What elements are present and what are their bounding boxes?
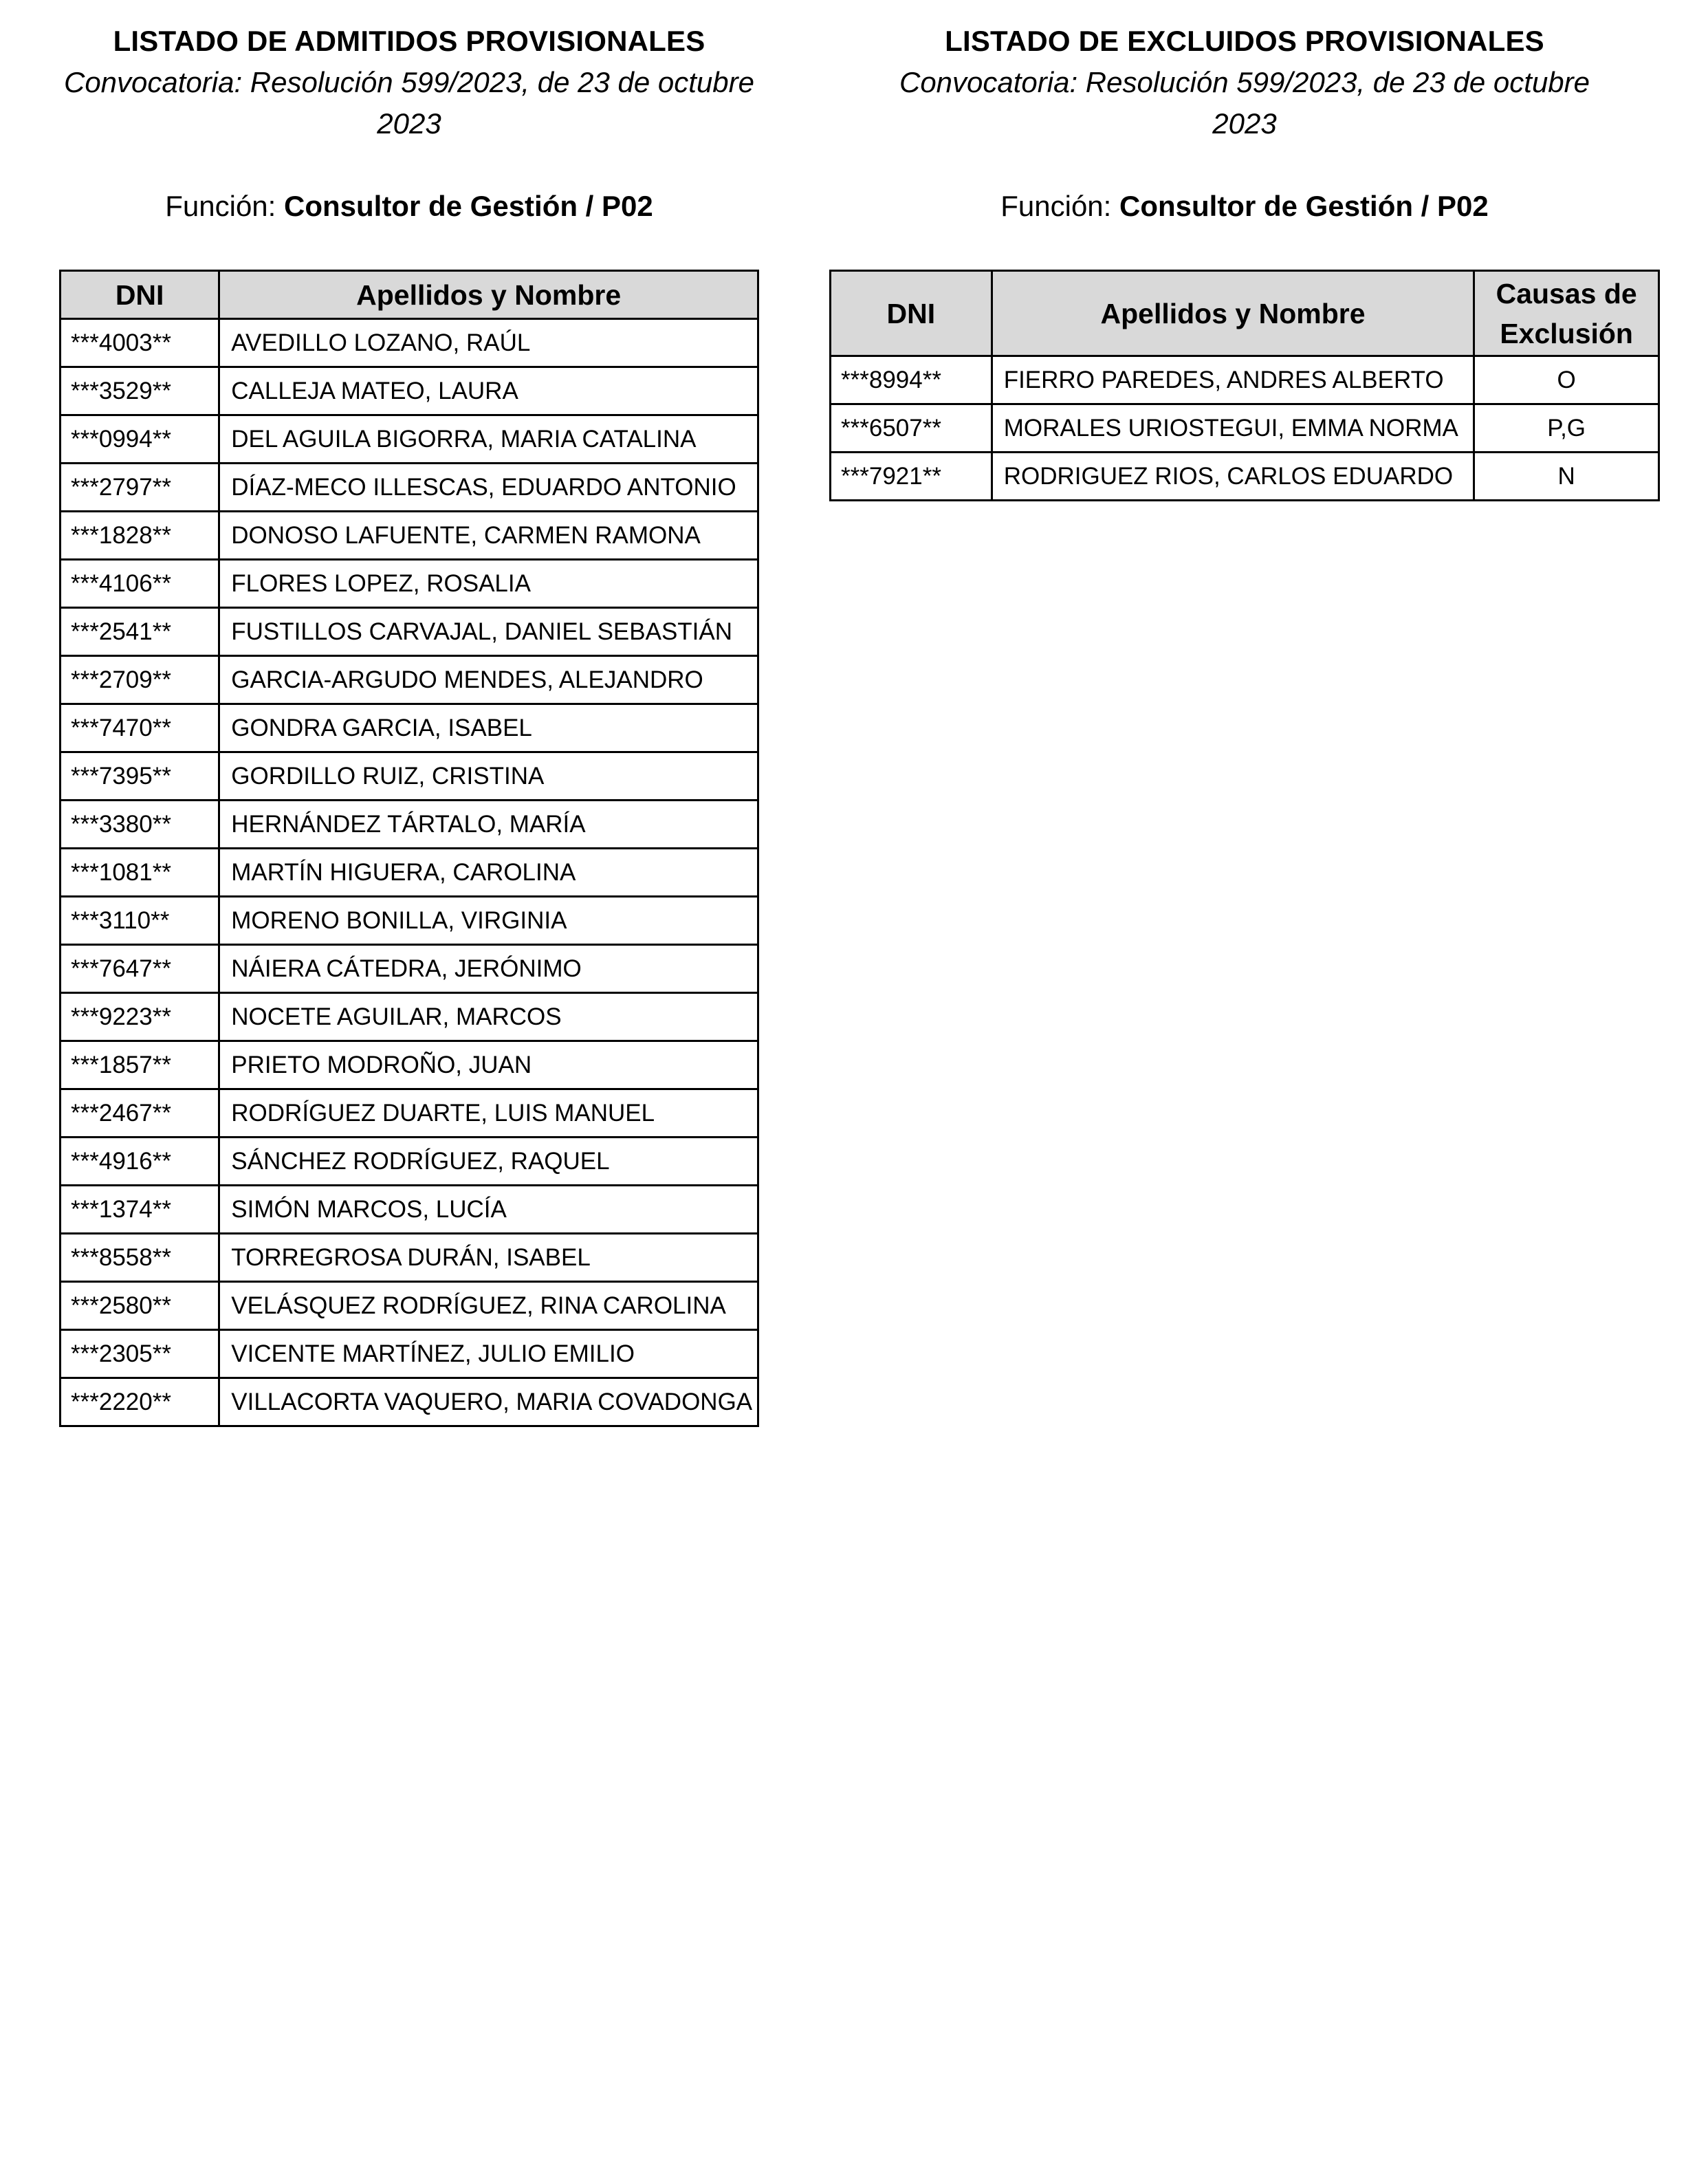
name-cell: HERNÁNDEZ TÁRTALO, MARÍA xyxy=(219,801,758,849)
admitidos-title: LISTADO DE ADMITIDOS PROVISIONALES xyxy=(113,25,705,57)
name-cell: NÁIERA CÁTEDRA, JERÓNIMO xyxy=(219,945,758,993)
table-row xyxy=(61,1234,758,1282)
name-cell: TORREGROSA DURÁN, ISABEL xyxy=(219,1234,758,1282)
admitidos-funcion xyxy=(32,186,787,227)
table-row xyxy=(831,453,1659,501)
name-cell: DONOSO LAFUENTE, CARMEN RAMONA xyxy=(219,512,758,560)
dni-cell: ***3110** xyxy=(61,897,219,945)
name-cell: RODRÍGUEZ DUARTE, LUIS MANUEL xyxy=(219,1089,758,1138)
admitidos-convocatoria-line1: Convocatoria: Resolución 599/2023, de 23 de octubre xyxy=(63,66,755,98)
table-row xyxy=(61,1138,758,1186)
name-cell: GONDRA GARCIA, ISABEL xyxy=(219,704,758,752)
excluidos-header-causa-line1: Causas de xyxy=(1496,277,1637,309)
dni-cell: ***3380** xyxy=(61,801,219,849)
dni-cell: ***2541** xyxy=(61,608,219,656)
name-cell: AVEDILLO LOZANO, RAÚL xyxy=(219,319,758,367)
table-row xyxy=(61,1282,758,1330)
excluidos-title: LISTADO DE EXCLUIDOS PROVISIONALES xyxy=(945,25,1544,57)
table-row xyxy=(61,704,758,752)
table-row xyxy=(61,801,758,849)
dni-cell: ***1081** xyxy=(61,849,219,897)
dni-cell: ***7647** xyxy=(61,945,219,993)
causa-cell: O xyxy=(1474,356,1659,404)
name-cell: DEL AGUILA BIGORRA, MARIA CATALINA xyxy=(219,415,758,464)
admitidos-header-row xyxy=(61,271,758,319)
dni-cell: ***4916** xyxy=(61,1138,219,1186)
dni-cell: ***1857** xyxy=(61,1041,219,1089)
dni-cell: ***1374** xyxy=(61,1186,219,1234)
dni-cell: ***2467** xyxy=(61,1089,219,1138)
dni-cell: ***3529** xyxy=(61,367,219,415)
excluidos-heading xyxy=(802,21,1687,227)
dni-cell: ***7921** xyxy=(831,453,992,501)
name-cell: RODRIGUEZ RIOS, CARLOS EDUARDO xyxy=(992,453,1474,501)
table-row xyxy=(61,752,758,801)
table-row xyxy=(61,608,758,656)
name-cell: NOCETE AGUILAR, MARCOS xyxy=(219,993,758,1041)
table-row xyxy=(61,1186,758,1234)
table-row xyxy=(61,512,758,560)
table-row xyxy=(61,945,758,993)
name-cell: FLORES LOPEZ, ROSALIA xyxy=(219,560,758,608)
name-cell: VILLACORTA VAQUERO, MARIA COVADONGA xyxy=(219,1378,758,1426)
table-row xyxy=(831,356,1659,404)
dni-cell: ***2305** xyxy=(61,1330,219,1378)
name-cell: GORDILLO RUIZ, CRISTINA xyxy=(219,752,758,801)
table-row xyxy=(61,849,758,897)
dni-cell: ***2797** xyxy=(61,464,219,512)
dni-cell: ***4003** xyxy=(61,319,219,367)
name-cell: GARCIA-ARGUDO MENDES, ALEJANDRO xyxy=(219,656,758,704)
table-row xyxy=(61,1041,758,1089)
dni-cell: ***6507** xyxy=(831,404,992,453)
dni-cell: ***2580** xyxy=(61,1282,219,1330)
table-row xyxy=(61,656,758,704)
name-cell: VELÁSQUEZ RODRÍGUEZ, RINA CAROLINA xyxy=(219,1282,758,1330)
dni-cell: ***4106** xyxy=(61,560,219,608)
admitidos-header-name: Apellidos y Nombre xyxy=(219,271,758,319)
table-row xyxy=(61,367,758,415)
table-row xyxy=(61,464,758,512)
name-cell: SÁNCHEZ RODRÍGUEZ, RAQUEL xyxy=(219,1138,758,1186)
admitidos-funcion-value: Consultor de Gestión / P02 xyxy=(284,190,653,222)
dni-cell: ***2220** xyxy=(61,1378,219,1426)
table-row xyxy=(61,1089,758,1138)
name-cell: VICENTE MARTÍNEZ, JULIO EMILIO xyxy=(219,1330,758,1378)
table-row xyxy=(61,993,758,1041)
excluidos-funcion-value: Consultor de Gestión / P02 xyxy=(1119,190,1489,222)
dni-cell: ***7470** xyxy=(61,704,219,752)
dni-cell: ***9223** xyxy=(61,993,219,1041)
admitidos-header-dni: DNI xyxy=(61,271,219,319)
name-cell: MORENO BONILLA, VIRGINIA xyxy=(219,897,758,945)
name-cell: FUSTILLOS CARVAJAL, DANIEL SEBASTIÁN xyxy=(219,608,758,656)
admitidos-table xyxy=(59,270,759,1427)
name-cell: DÍAZ-MECO ILLESCAS, EDUARDO ANTONIO xyxy=(219,464,758,512)
causa-cell: P,G xyxy=(1474,404,1659,453)
name-cell: MARTÍN HIGUERA, CAROLINA xyxy=(219,849,758,897)
dni-cell: ***8558** xyxy=(61,1234,219,1282)
dni-cell: ***2709** xyxy=(61,656,219,704)
table-row xyxy=(61,560,758,608)
name-cell: MORALES URIOSTEGUI, EMMA NORMA xyxy=(992,404,1474,453)
admitidos-funcion-label: Función: xyxy=(165,190,276,222)
causa-cell: N xyxy=(1474,453,1659,501)
dni-cell: ***7395** xyxy=(61,752,219,801)
dni-cell: ***8994** xyxy=(831,356,992,404)
excluidos-header-row xyxy=(831,271,1659,356)
excluidos-header-dni: DNI xyxy=(831,271,992,356)
excluidos-table xyxy=(829,270,1660,501)
name-cell: FIERRO PAREDES, ANDRES ALBERTO xyxy=(992,356,1474,404)
dni-cell: ***1828** xyxy=(61,512,219,560)
name-cell: SIMÓN MARCOS, LUCÍA xyxy=(219,1186,758,1234)
excluidos-header-causa xyxy=(1474,271,1659,356)
name-cell: CALLEJA MATEO, LAURA xyxy=(219,367,758,415)
dni-cell: ***0994** xyxy=(61,415,219,464)
admitidos-heading xyxy=(32,21,787,227)
table-row xyxy=(831,404,1659,453)
table-row xyxy=(61,415,758,464)
excluidos-funcion xyxy=(802,186,1687,227)
name-cell: PRIETO MODROÑO, JUAN xyxy=(219,1041,758,1089)
table-row xyxy=(61,1378,758,1426)
admitidos-convocatoria-line2: 2023 xyxy=(377,107,441,140)
table-row xyxy=(61,897,758,945)
excluidos-convocatoria-line2: 2023 xyxy=(1212,107,1277,140)
excluidos-header-causa-line2: Exclusión xyxy=(1500,317,1633,349)
table-row xyxy=(61,1330,758,1378)
excluidos-header-name: Apellidos y Nombre xyxy=(992,271,1474,356)
excluidos-funcion-label: Función: xyxy=(1000,190,1112,222)
table-row xyxy=(61,319,758,367)
excluidos-convocatoria-line1: Convocatoria: Resolución 599/2023, de 23 de octubre xyxy=(899,66,1590,98)
